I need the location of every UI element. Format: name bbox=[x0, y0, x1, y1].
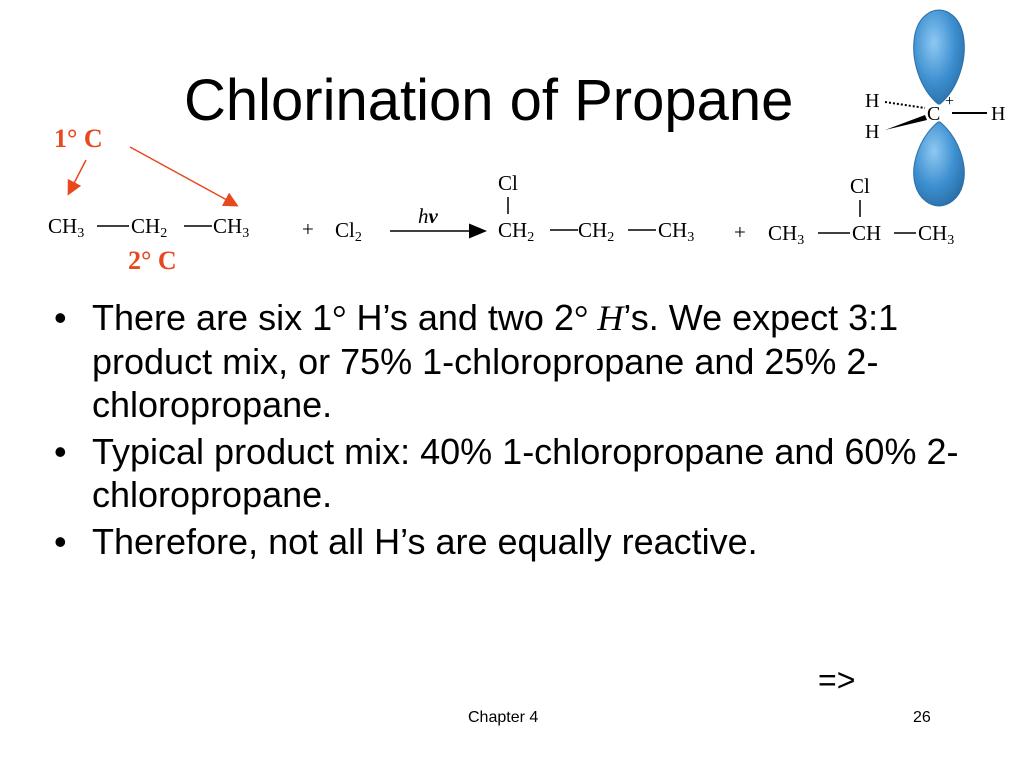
radical-h-right: H bbox=[991, 103, 1006, 125]
chlorine-reagent: $Cl_2$ bbox=[335, 218, 362, 245]
product1-chlorine: Cl bbox=[498, 171, 518, 195]
product2-ch3-left: $CH_3$ bbox=[768, 221, 805, 248]
reactant-ch2: $CH_2$ bbox=[131, 214, 168, 241]
primary-carbon-arrows bbox=[0, 0, 1024, 300]
reactant-ch3-right: $CH_3$ bbox=[213, 214, 250, 241]
footer-page-number: 26 bbox=[913, 709, 931, 726]
product1-ch3: $CH_3$ bbox=[658, 218, 695, 245]
bullet-list bbox=[52, 296, 982, 567]
product1-ch2-1: $CH_2$ bbox=[498, 218, 535, 245]
bullet-item: • Typical product mix: 40% 1-chloropropane and 60% 2-chloropropane. bbox=[52, 430, 982, 516]
plus-sign-2: + bbox=[734, 220, 746, 244]
product2-chlorine: Cl bbox=[850, 174, 870, 198]
radical-charge: + bbox=[945, 93, 955, 110]
light-condition: hν bbox=[418, 204, 438, 228]
reactant-ch3-left: $CH_3$ bbox=[48, 214, 85, 241]
bullet-item: • Therefore, not all H’s are equally reactive. bbox=[52, 520, 982, 563]
arrow-to-right-carbon bbox=[130, 147, 236, 205]
product1-ch2-2: $CH_2$ bbox=[578, 218, 615, 245]
radical-h-bottom: H bbox=[865, 121, 880, 143]
next-slide-arrow[interactable]: => bbox=[818, 662, 856, 698]
radical-carbon: C bbox=[927, 103, 941, 125]
plus-sign-1: + bbox=[302, 217, 314, 241]
bullet-item: • There are six 1° H’s and two 2° H’s. We expect 3:1 product mix, or 75% 1-chloropropane and 25% 2-chloropropane. bbox=[52, 296, 982, 426]
arrow-to-left-carbon bbox=[69, 160, 86, 193]
product2-ch: CH bbox=[852, 221, 882, 245]
footer-chapter: Chapter 4 bbox=[468, 709, 539, 726]
primary-carbon-label: 1° C bbox=[54, 124, 103, 153]
slide-title: Chlorination of Propane bbox=[184, 68, 794, 133]
secondary-carbon-label: 2° C bbox=[128, 246, 177, 275]
product2-ch3-right: $CH_3$ bbox=[918, 221, 955, 248]
radical-h-top: H bbox=[865, 90, 880, 112]
